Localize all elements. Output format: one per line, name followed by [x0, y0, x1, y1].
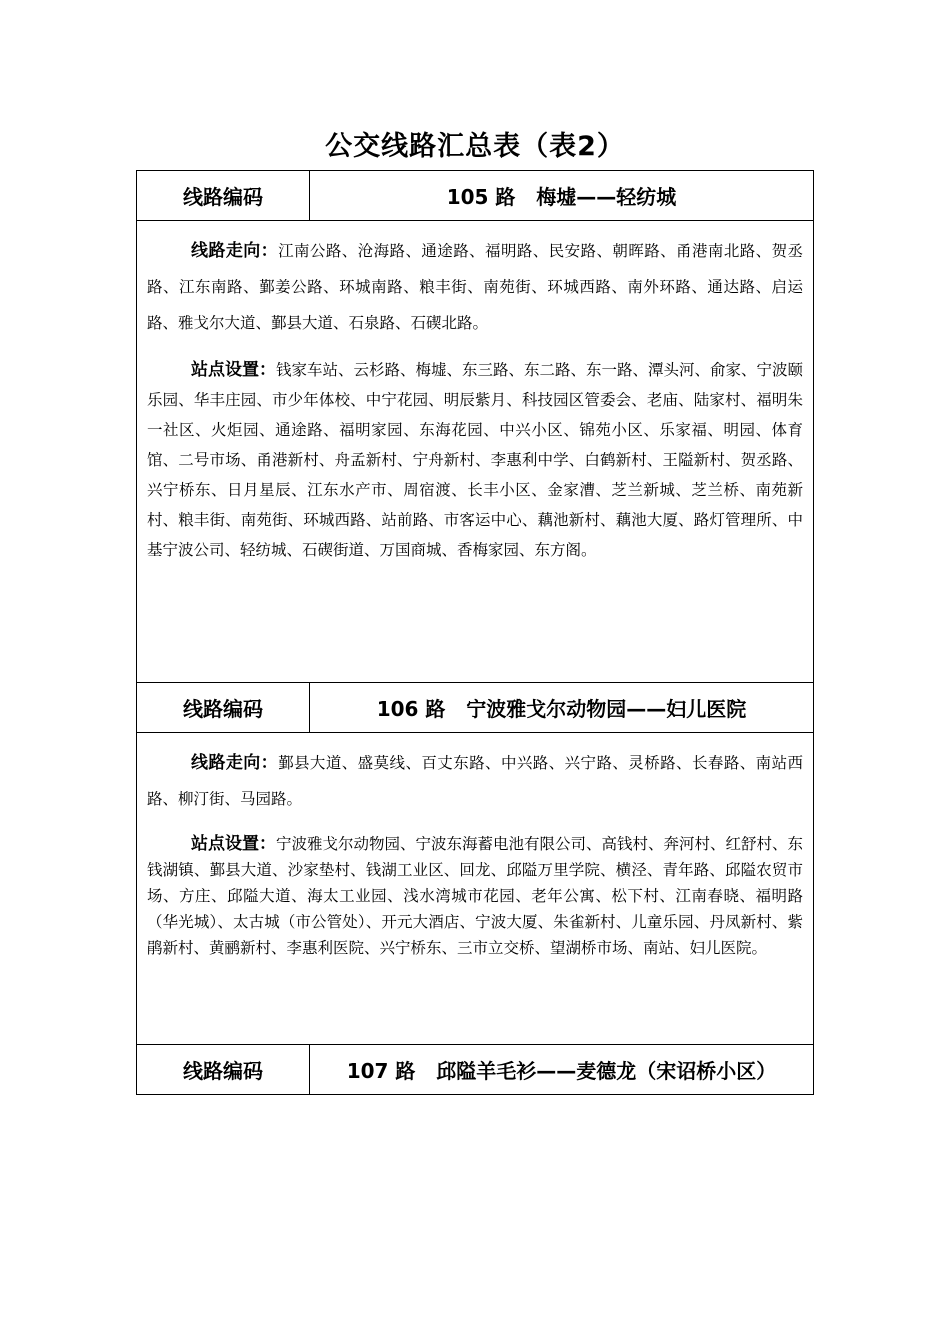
page-title: 公交线路汇总表（表2） [325, 131, 625, 162]
route-code-value: 107 路 邱隘羊毛衫——麦德龙（宋诏桥小区） [346, 1059, 777, 1083]
route-direction-paragraph [147, 745, 803, 817]
route-detail-cell [137, 221, 813, 682]
route-direction-text: 江南公路、沧海路、通途路、福明路、民安路、朝晖路、甬港南北路、贺丞路、江东南路、鄞姜公路、环城南路、粮丰街、南苑街、环城西路、南外环路、通达路、启运路、雅戈尔大道、鄞县大道、石泉路、石碶北路。 [147, 242, 803, 332]
route-direction-label: 线路走向： [191, 753, 279, 773]
route-stops-paragraph [147, 355, 803, 565]
route-code-label: 线路编码 [137, 683, 310, 732]
route-header-row [137, 683, 814, 733]
route-detail-cell [137, 733, 813, 1044]
route-stops-text: 宁波雅戈尔动物园、宁波东海蓄电池有限公司、高钱村、奔河村、红舒村、东钱湖镇、鄞县大道、沙家垫村、钱湖工业区、回龙、邱隘万里学院、横泾、青年路、邱隘农贸市场、方庄、邱隘大道、海太工业园、浅水湾城市花园、老年公寓、松下村、江南春晓、福明路（华光城）、太古城（市公管处）、开元大酒店、宁波大厦、朱雀新村、儿童乐园、丹凤新村、紫鹃新村、黄鹂新村、李惠利医院、兴宁桥东、三市立交桥、望湖桥市场、南站、妇儿医院。 [147, 835, 804, 957]
route-table [136, 170, 814, 1095]
route-direction-text: 鄞县大道、盛莫线、百丈东路、中兴路、兴宁路、灵桥路、长春路、南站西路、柳汀街、马园路。 [147, 754, 803, 808]
route-stops-label: 站点设置： [191, 360, 276, 380]
route-direction-paragraph [147, 233, 803, 341]
route-header-row [137, 171, 814, 221]
route-stops-paragraph [147, 831, 803, 961]
route-stops-text: 钱家车站、云杉路、梅墟、东三路、东二路、东一路、潭头河、俞家、宁波颐乐园、华丰庄园、市少年体校、中宁花园、明辰紫月、科技园区管委会、老庙、陆家村、福明朱一社区、火炬园、通途路、福明家园、东海花园、中兴小区、锦苑小区、乐家福、明园、体育馆、二号市场、甬港新村、舟孟新村、宁舟新村、李惠利中学、白鹤新村、王隘新村、贺丞路、兴宁桥东、日月星辰、江东水产市、周宿渡、长丰小区、金家漕、芝兰新城、芝兰桥、南苑新村、粮丰街、南苑街、环城西路、站前路、市客运中心、藕池新村、藕池大厦、路灯管理所、中基宁波公司、轻纺城、石碶街道、万国商城、香梅家园、东方阁。 [147, 361, 804, 559]
route-stops-label: 站点设置： [191, 834, 276, 854]
route-detail-row [137, 733, 814, 1045]
route-code-label: 线路编码 [137, 171, 310, 220]
route-header-row [137, 1045, 814, 1095]
route-detail-row [137, 221, 814, 683]
route-code-value: 106 路 宁波雅戈尔动物园——妇儿医院 [376, 697, 747, 721]
route-code-label: 线路编码 [137, 1045, 310, 1094]
route-direction-label: 线路走向： [191, 241, 279, 261]
route-code-value: 105 路 梅墟——轻纺城 [446, 185, 677, 209]
